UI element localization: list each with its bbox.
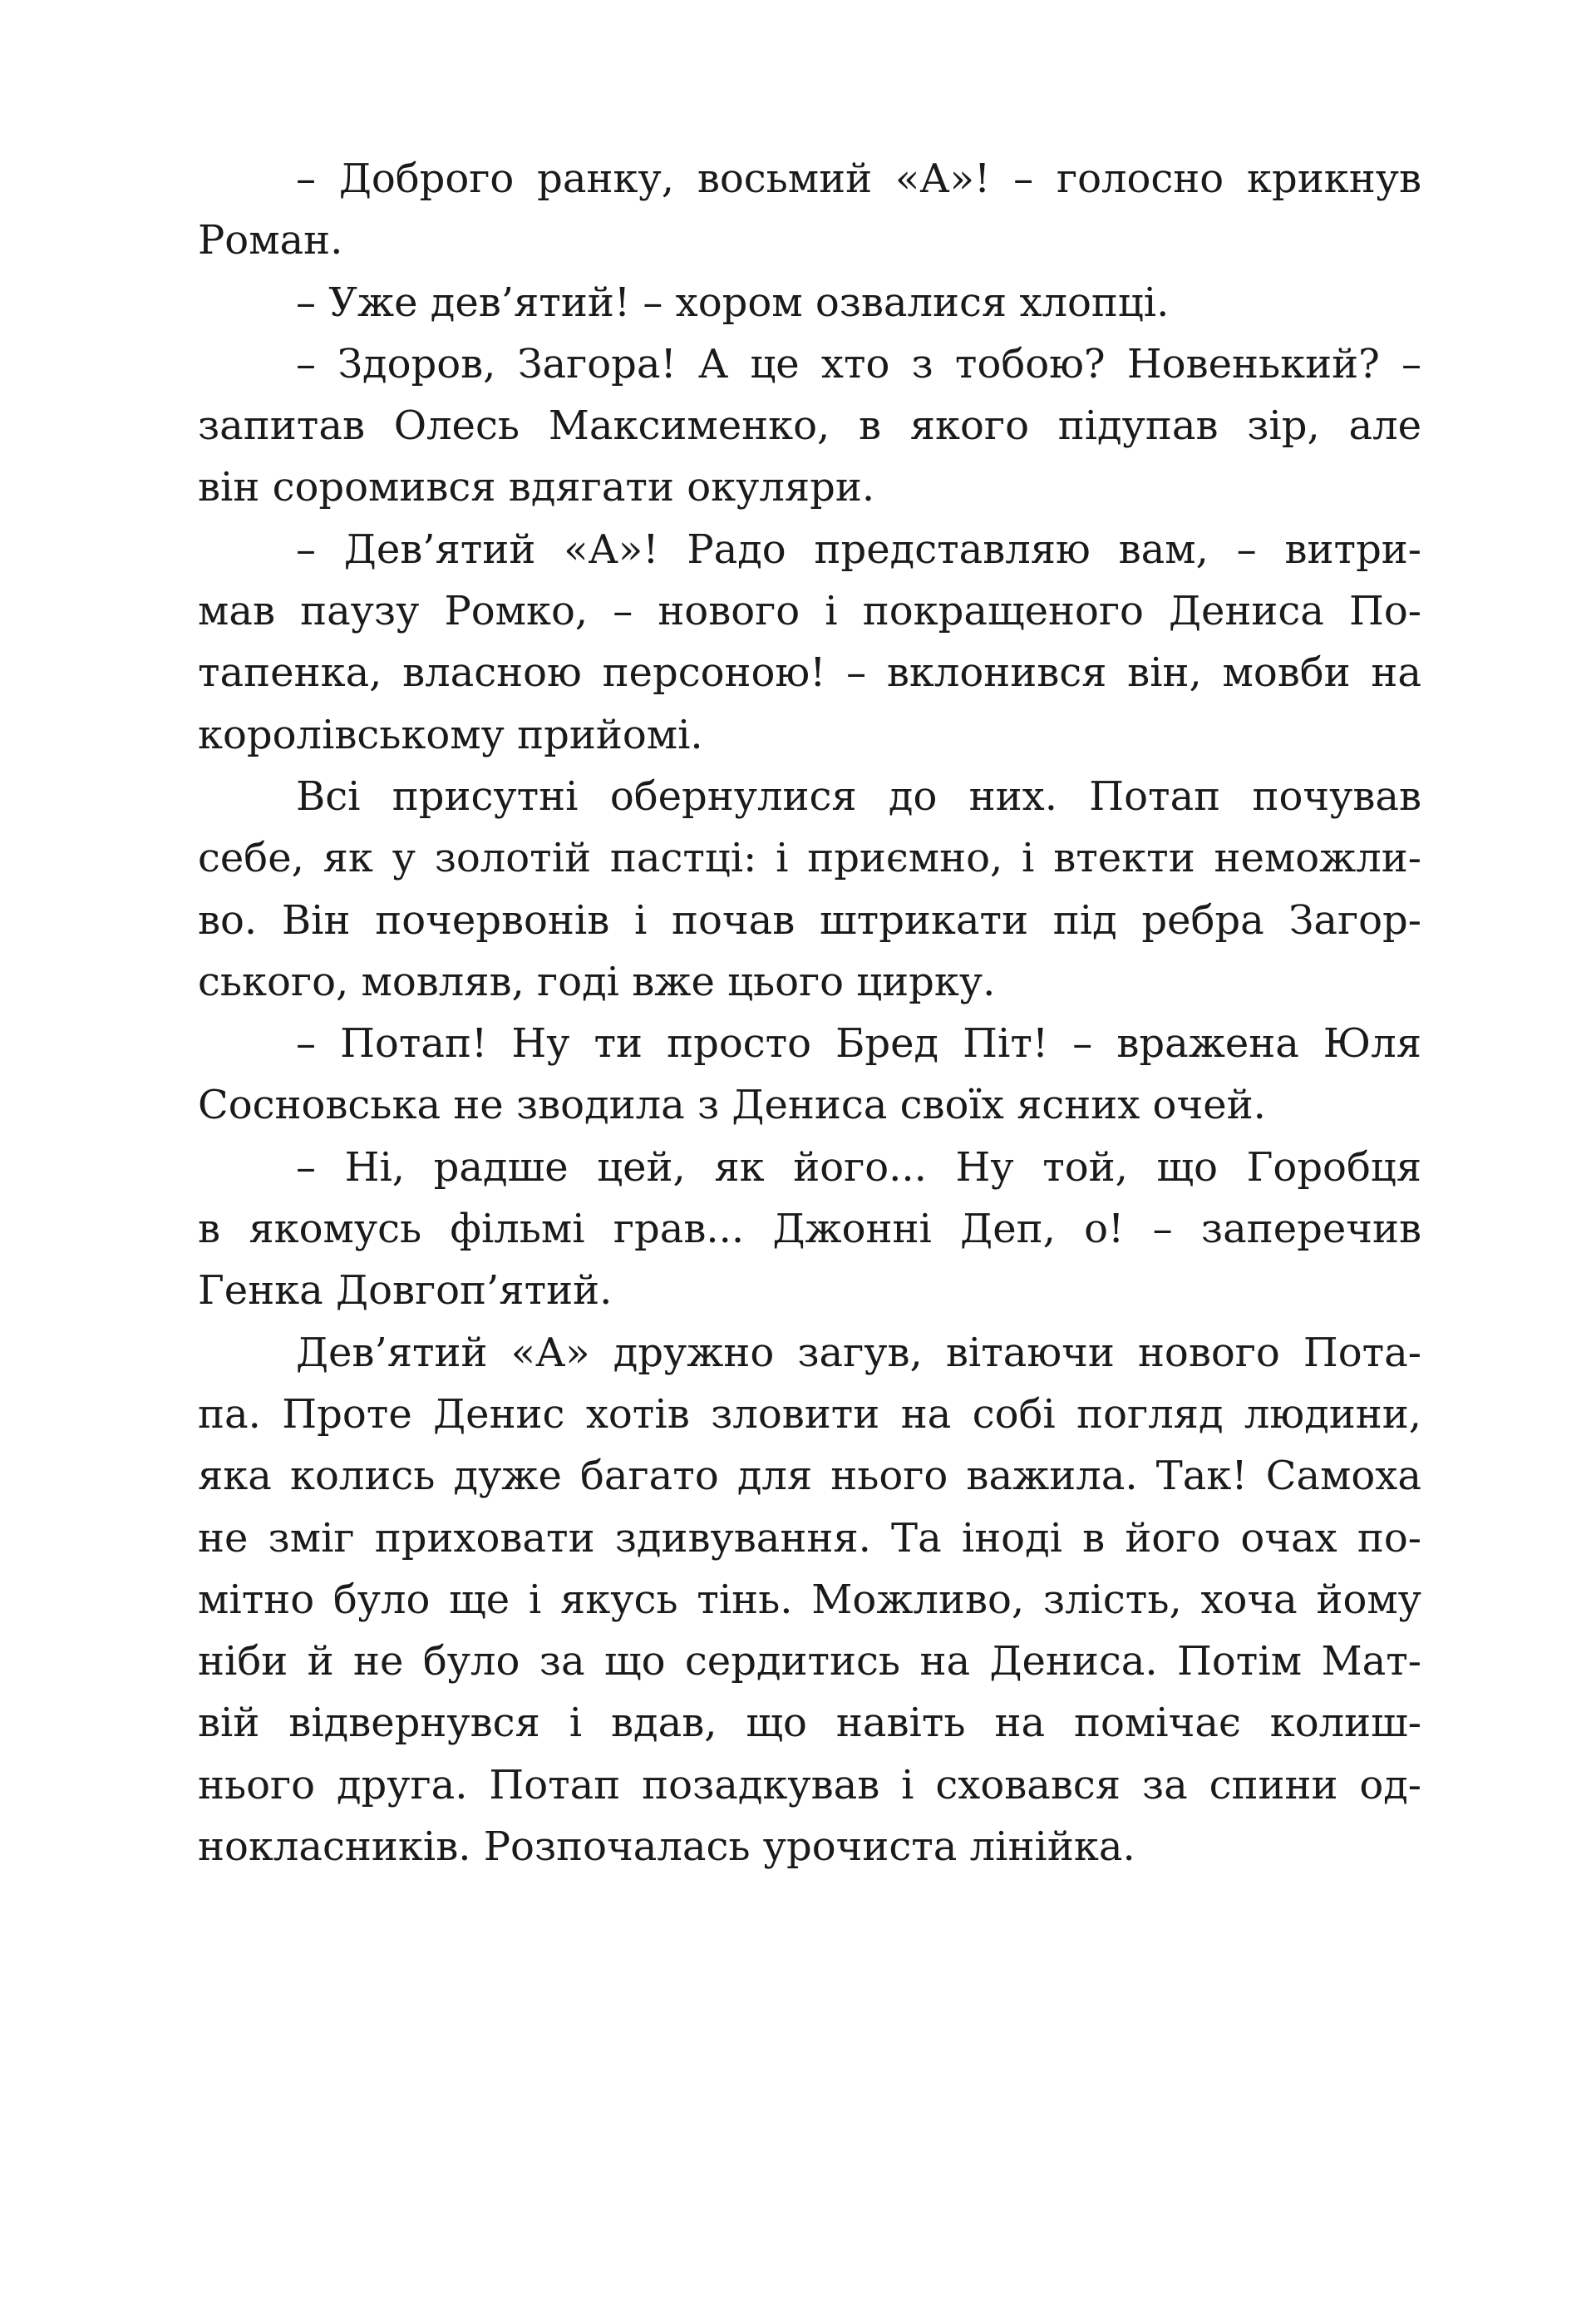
text-line: во. Він почервонів і почав штрикати під ребра Загор- [198,896,1421,944]
text-line: яка колись дуже багато для нього важила. Так! Самоха [198,1453,1421,1500]
text-line: – Здоров, Загора! А це хто з тобою? Новенький? – [296,340,1421,387]
text-line: тапенка, власною персоною! – вклонився він, мовби на [198,649,1421,697]
text-line: вій відвернувся і вдав, що навіть на помічає колиш- [198,1700,1421,1747]
text-line: па. Проте Денис хотів зловити на собі погляд людини, [198,1390,1421,1438]
text-line: себе, як у золотій пастці: і приємно, і втекти неможли- [198,835,1421,882]
text-line: Генка Довгоп’ятий. [198,1267,613,1315]
text-line: ніби й не було за що сердитись на Дениса. Потім Мат- [198,1638,1421,1685]
text-line: нокласників. Розпочалась урочиста лінійка. [198,1823,1135,1871]
text-line: – Потап! Ну ти просто Бред Піт! – вражена Юля [296,1020,1421,1068]
text-line: не зміг приховати здивування. Та іноді в його очах по- [198,1514,1421,1562]
text-line: Сосновська не зводила з Дениса своїх ясних очей. [198,1082,1266,1129]
text-line: Всі присутні обернулися до них. Потап почував [296,772,1421,820]
text-line: королівському прийомі. [198,711,703,758]
text-line: він соромився вдягати окуляри. [198,464,875,511]
text-line: мав паузу Ромко, – нового і покращеного Дениса По- [198,588,1421,635]
text-line: Дев’ятий «А» дружно загув, вітаючи нового Пота- [296,1329,1421,1376]
page-text [198,148,1421,1877]
text-line: – Дев’ятий «А»! Радо представляю вам, – витри- [296,525,1421,573]
text-line: – Доброго ранку, восьмий «А»! – голосно крикнув [296,155,1421,202]
text-line: – Уже дев’ятий! – хором озвалися хлопці. [296,279,1170,326]
text-line: – Ні, радше цей, як його... Ну той, що Горобця [296,1143,1421,1191]
text-line: запитав Олесь Максименко, в якого підупав зір, але [198,402,1421,450]
text-line: Роман. [198,217,343,264]
text-line: мітно було ще і якусь тінь. Можливо, злість, хоча йому [198,1576,1421,1623]
text-line: ського, мовляв, годі вже цього цирку. [198,958,996,1005]
text-line: в якомусь фільмі грав... Джонні Деп, о! – заперечив [198,1206,1421,1253]
text-line: нього друга. Потап позадкував і сховався за спини од- [198,1761,1421,1808]
